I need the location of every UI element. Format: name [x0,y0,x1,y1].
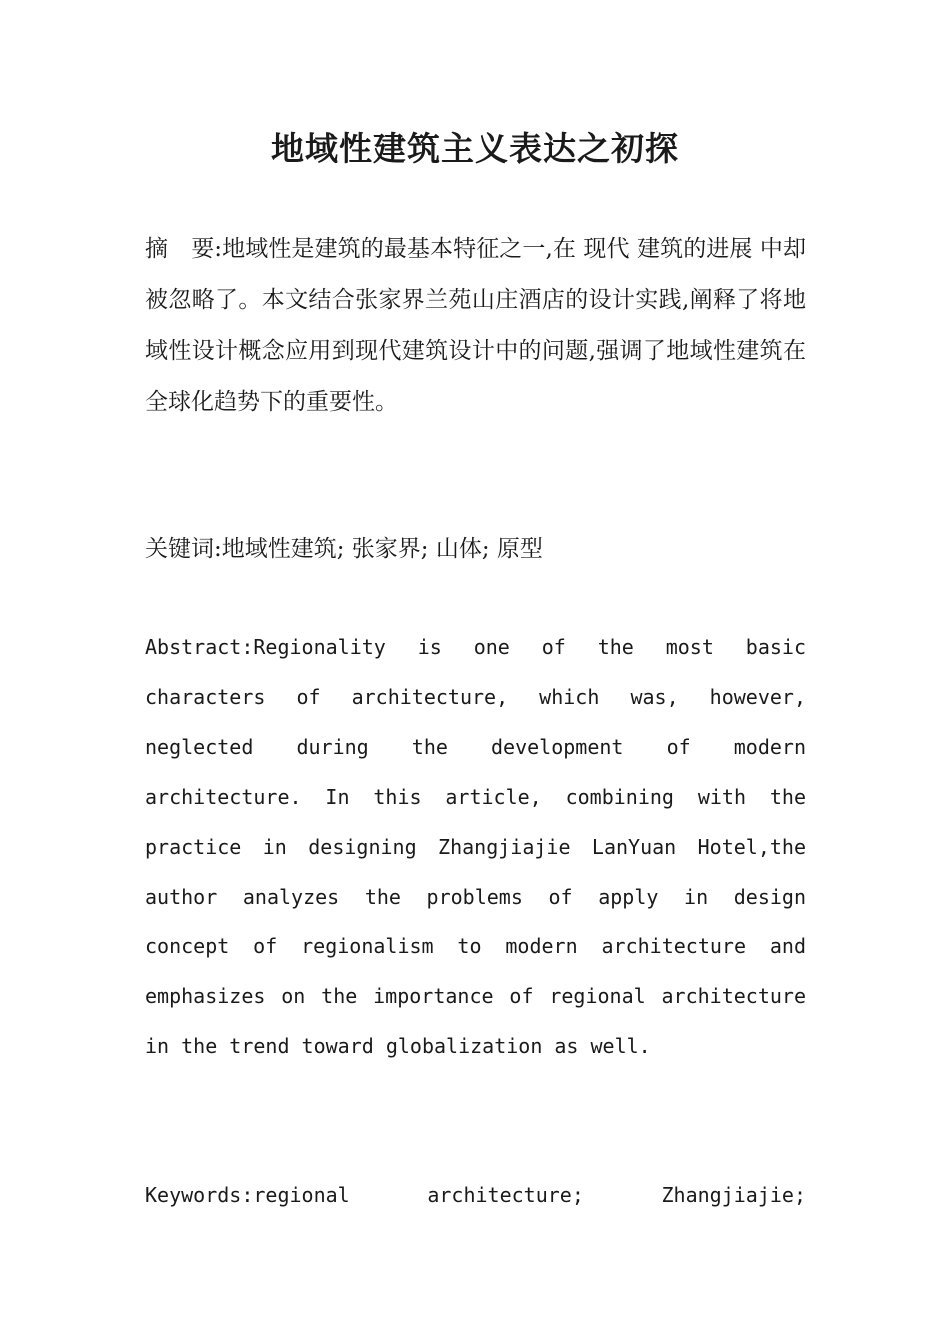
document-title: 地域性建筑主义表达之初探 [271,129,679,168]
english-keywords: Keywords:regional architecture; Zhangjiajie; [145,1183,806,1207]
chinese-abstract: 摘 要:地域性是建筑的最基本特征之一,在 现代 建筑的进展 中却被忽略了。本文结合张家界兰苑山庄酒店的设计实践,阐释了将地域性设计概念应用到现代建筑设计中的问题,强调了地域性建筑在全球化趋势下的重要性。 [145,236,806,415]
english-abstract: Abstract:Regionality is one of the most basic characters of architecture, which was, however, neglected during the development of modern architecture. In this article, combining with the practice in designing Zhangjiajie LanYuan Hotel,the author analyzes the problems of apply in design concept of regionalism to modern architecture and emphasizes on the importance of regional architecture in the trend toward globalization as well. [145,635,806,1059]
chinese-keywords: 关键词:地域性建筑; 张家界; 山体; 原型 [145,536,543,562]
